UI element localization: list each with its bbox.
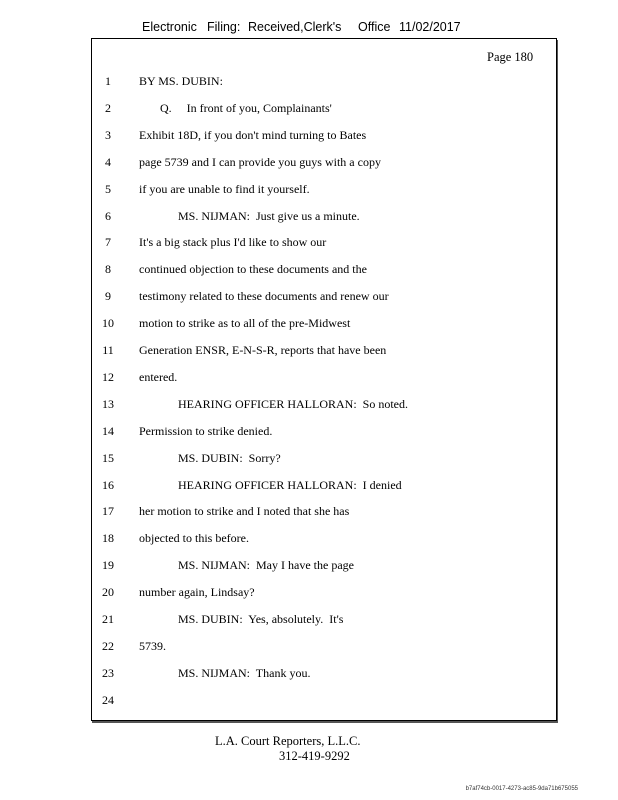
line-text: BY MS. DUBIN: — [139, 74, 223, 88]
transcript-line — [0, 370, 560, 388]
line-number: 7 — [105, 235, 111, 250]
line-number: 6 — [105, 208, 111, 223]
transcript-line — [0, 639, 560, 657]
document-hash: b7af74cb-0017-4273-ac85-9da71b675055 — [465, 786, 578, 792]
line-text: number again, Lindsay? — [139, 585, 255, 600]
line-number: 23 — [102, 665, 114, 680]
line-number: 4 — [105, 154, 111, 169]
line-number: 9 — [105, 289, 111, 304]
transcript-line — [0, 585, 560, 603]
line-number: 24 — [102, 692, 114, 707]
line-number: 13 — [102, 396, 114, 411]
line-number: 22 — [102, 638, 114, 653]
transcript-line — [0, 424, 560, 442]
line-number: 1 — [105, 74, 111, 88]
footer-company: L.A. Court Reporters, L.L.C. — [215, 734, 361, 748]
transcript-line — [0, 504, 560, 522]
line-number: 20 — [102, 585, 114, 600]
line-text: Exhibit 18D, if you don't mind turning to Bates — [139, 127, 367, 142]
line-text: MS. NIJMAN: Thank you. — [178, 665, 311, 680]
line-text: MS. DUBIN: Yes, absolutely. It's — [178, 612, 344, 626]
line-number: 8 — [105, 262, 111, 277]
line-number: 21 — [102, 612, 114, 626]
line-text: continued objection to these documents and the — [139, 262, 367, 277]
header-date: 11/02/2017 — [399, 20, 461, 34]
line-number: 10 — [102, 316, 114, 331]
header-electronic: Electronic — [142, 20, 197, 34]
line-number: 19 — [102, 558, 114, 573]
line-number: 12 — [102, 369, 114, 384]
transcript-line — [0, 262, 560, 280]
line-text: MS. DUBIN: Sorry? — [178, 450, 281, 465]
transcript-line — [0, 209, 560, 227]
line-number: 11 — [102, 343, 114, 357]
transcript-line — [0, 478, 560, 496]
line-number: 3 — [105, 127, 111, 142]
transcript-line — [0, 182, 560, 200]
transcript-line — [0, 451, 560, 469]
line-text: MS. NIJMAN: Just give us a minute. — [178, 208, 360, 223]
line-text: HEARING OFFICER HALLORAN: I denied — [178, 477, 402, 492]
line-number: 2 — [105, 100, 111, 115]
footer-phone: 312-419-9292 — [279, 749, 350, 763]
line-text: if you are unable to find it yourself. — [139, 181, 310, 196]
line-text: HEARING OFFICER HALLORAN: So noted. — [178, 396, 409, 411]
transcript-line — [0, 531, 560, 549]
line-text: her motion to strike and I noted that she has — [139, 504, 350, 519]
line-number: 5 — [105, 181, 111, 196]
transcript-line — [0, 316, 560, 334]
line-number: 18 — [102, 531, 114, 546]
line-text: testimony related to these documents and renew our — [139, 289, 389, 304]
transcript-line — [0, 155, 560, 173]
line-text: It's a big stack plus I'd like to show our — [139, 235, 327, 250]
line-number: 16 — [102, 477, 114, 492]
page-number: Page 180 — [487, 50, 534, 64]
transcript-line — [0, 666, 560, 684]
line-number: 15 — [102, 450, 114, 465]
transcript-line — [0, 74, 560, 92]
line-text: motion to strike as to all of the pre-Midwest — [139, 316, 351, 331]
filing-header — [0, 20, 618, 38]
line-number: 14 — [102, 423, 114, 438]
line-text: page 5739 and I can provide you guys with a copy — [139, 154, 381, 169]
line-text: MS. NIJMAN: May I have the page — [178, 558, 354, 573]
header-received: Received,Clerk's — [248, 20, 342, 34]
header-office: Office — [358, 20, 391, 34]
transcript-line — [0, 558, 560, 576]
transcript-line — [0, 612, 560, 630]
line-text: Q. In front of you, Complainants' — [160, 100, 332, 115]
line-text: 5739. — [139, 638, 166, 653]
transcript-line — [0, 289, 560, 307]
line-text: entered. — [139, 369, 178, 384]
line-number: 17 — [102, 504, 114, 519]
transcript-line — [0, 128, 560, 146]
transcript-line — [0, 397, 560, 415]
header-filing: Filing: — [207, 20, 241, 34]
transcript-line — [0, 101, 560, 119]
line-text: objected to this before. — [139, 531, 249, 546]
line-text: Permission to strike denied. — [139, 423, 273, 438]
line-text: Generation ENSR, E-N-S-R, reports that have been — [139, 343, 387, 357]
transcript-line — [0, 693, 560, 711]
transcript-line — [0, 235, 560, 253]
transcript-line — [0, 343, 560, 361]
